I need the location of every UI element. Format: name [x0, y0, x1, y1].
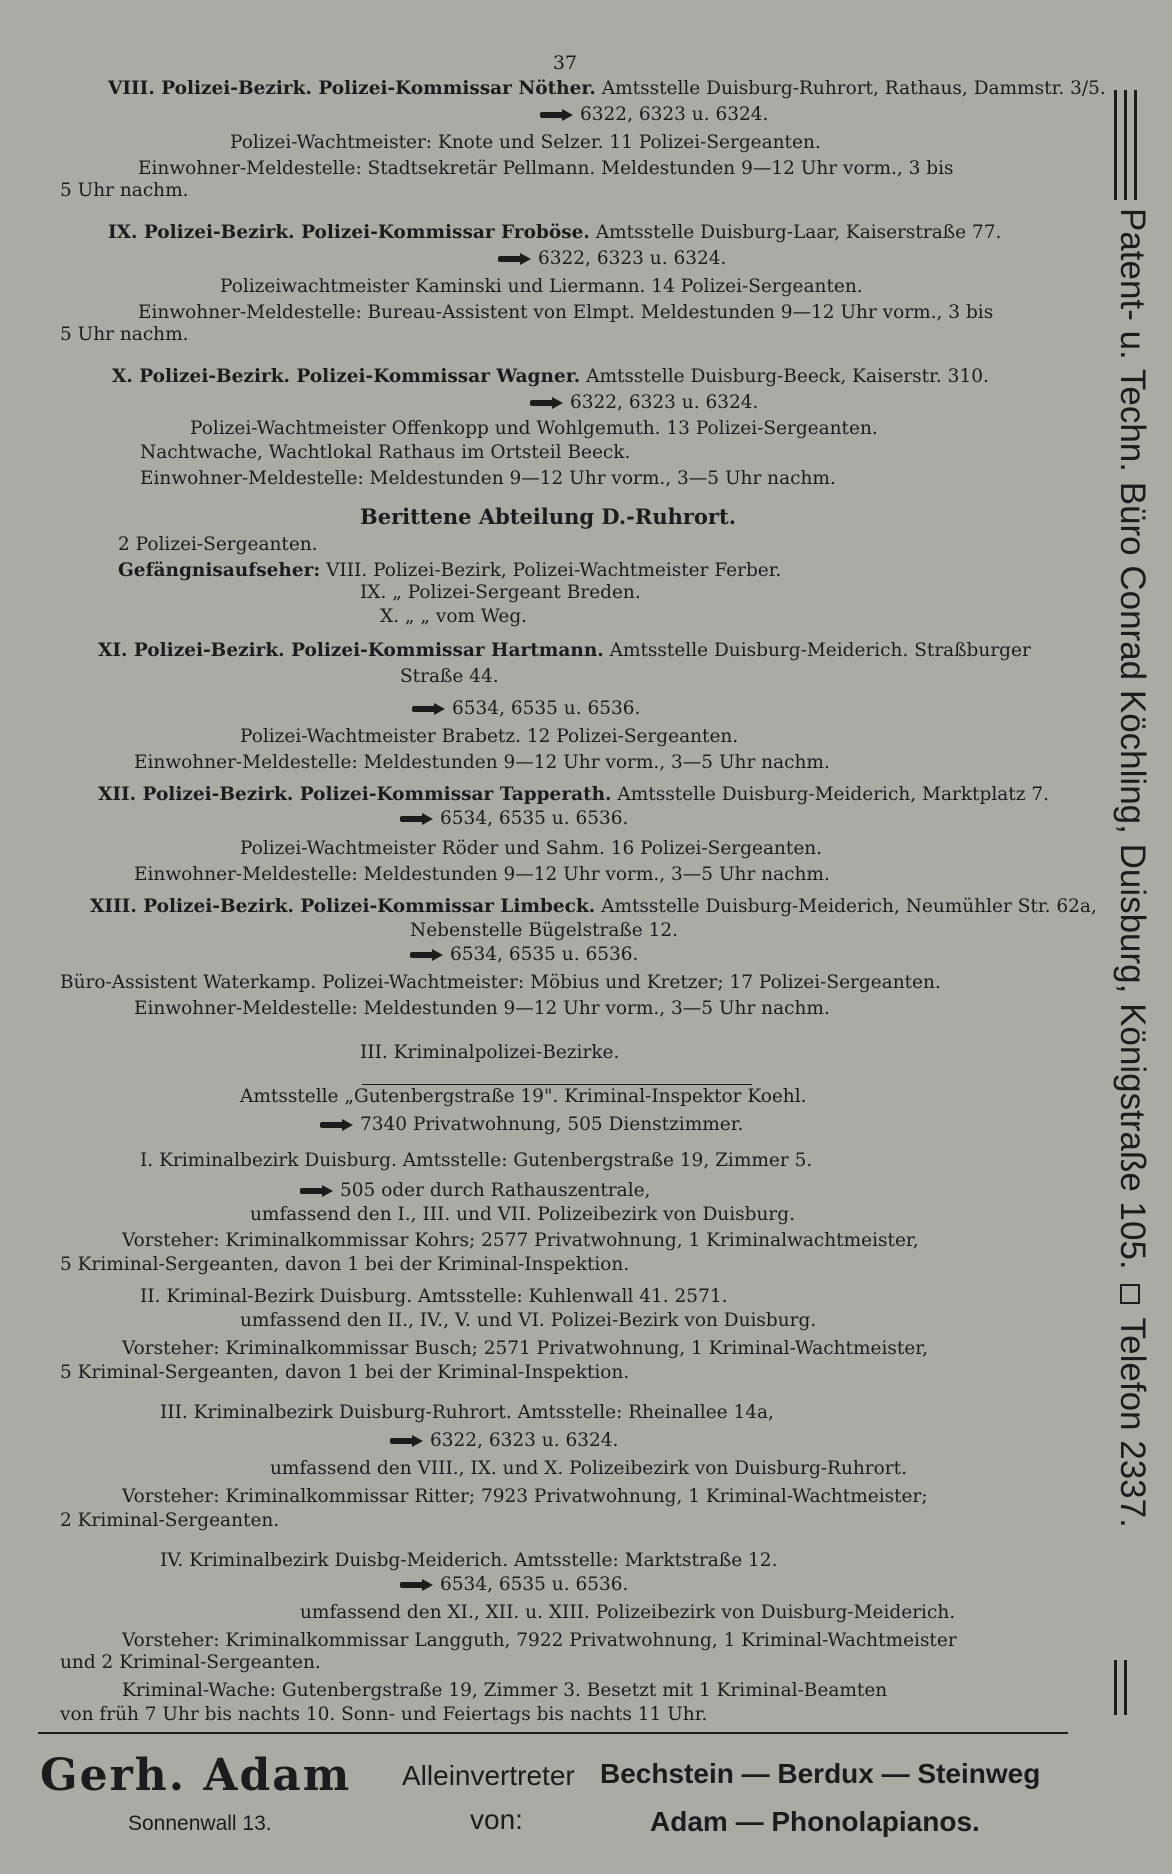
text-line	[360, 1042, 1065, 1064]
text-line	[134, 998, 1065, 1020]
text-line	[230, 132, 1065, 154]
line-text: Vorsteher: Kriminalkommissar Ritter; 7923 Privatwohnung, 1 Kriminal-Wachtmeister;	[122, 1486, 928, 1507]
text-line	[240, 726, 1065, 748]
line-text	[108, 222, 1001, 243]
line-text: 6534, 6535 u. 6536.	[450, 944, 639, 965]
telephone-icon	[410, 949, 444, 961]
line-text: Einwohner-Meldestelle: Meldestunden 9—12 Uhr vorm., 3—5 Uhr nachm.	[134, 864, 830, 885]
line-text	[98, 784, 1049, 805]
text-line	[122, 1630, 1065, 1652]
footer-address: Sonnenwall 13.	[128, 1812, 272, 1835]
text-line	[410, 944, 1065, 966]
line-text: 505 oder durch Rathauszentrale,	[340, 1180, 651, 1201]
bold-heading: XIII. Polizei-Bezirk. Polizei-Kommissar Limbeck.	[90, 896, 596, 917]
line-text: Einwohner-Meldestelle: Stadtsekretär Pellmann. Meldestunden 9—12 Uhr vorm., 3 bis	[138, 158, 954, 179]
line-rest: VIII. Polizei-Bezirk, Polizei-Wachtmeister Ferber.	[320, 560, 782, 581]
line-text: 6322, 6323 u. 6324.	[430, 1430, 619, 1451]
line-text: I. Kriminalbezirk Duisburg. Amtsstelle: Gutenbergstraße 19, Zimmer 5.	[140, 1150, 813, 1171]
text-line	[270, 1458, 1065, 1480]
text-line	[60, 324, 1065, 346]
line-text: umfassend den I., III. und VII. Polizeibezirk von Duisburg.	[250, 1204, 795, 1225]
text-line	[300, 1602, 1065, 1624]
text-line	[134, 752, 1065, 774]
telephone-icon	[540, 109, 574, 121]
text-line	[140, 468, 1065, 490]
telephone-icon	[498, 253, 532, 265]
text-line	[60, 1510, 1065, 1532]
line-text	[112, 366, 989, 387]
text-line	[360, 582, 1065, 604]
text-line	[360, 506, 1065, 528]
line-text: und 2 Kriminal-Sergeanten.	[60, 1652, 321, 1673]
line-text: 2 Polizei-Sergeanten.	[118, 534, 318, 555]
text-line	[412, 698, 1065, 720]
line-text: 6322, 6323 u. 6324.	[538, 248, 727, 269]
text-line	[390, 1430, 1065, 1452]
line-text	[98, 640, 1031, 661]
telephone-icon	[530, 397, 564, 409]
bold-heading: IX. Polizei-Bezirk. Polizei-Kommissar Froböse.	[108, 222, 590, 243]
telephone-icon	[400, 1579, 434, 1591]
text-line	[60, 1652, 1065, 1674]
text-line	[140, 442, 1065, 464]
line-text: III. Kriminalpolizei-Bezirke.	[360, 1042, 620, 1063]
line-text: 5 Kriminal-Sergeanten, davon 1 bei der Kriminal-Inspektion.	[60, 1362, 630, 1383]
line-text: umfassend den XI., XII. u. XIII. Polizeibezirk von Duisburg-Meiderich.	[300, 1602, 956, 1623]
line-text	[90, 896, 1097, 917]
line-text: von früh 7 Uhr bis nachts 10. Sonn- und Feiertags bis nachts 11 Uhr.	[60, 1704, 708, 1725]
line-text: III. Kriminalbezirk Duisburg-Ruhrort. Amtsstelle: Rheinallee 14a,	[160, 1402, 774, 1423]
line-text: Einwohner-Meldestelle: Meldestunden 9—12 Uhr vorm., 3—5 Uhr nachm.	[134, 998, 830, 1019]
footer-brands-line2: Adam — Phonolapianos.	[650, 1806, 980, 1837]
text-line	[220, 276, 1065, 298]
text-line	[122, 1230, 1065, 1252]
line-text: umfassend den II., IV., V. und VI. Polizei-Bezirk von Duisburg.	[240, 1310, 817, 1331]
side-banner-text	[1106, 208, 1158, 1738]
telephone-icon	[300, 1185, 334, 1197]
line-text	[108, 78, 1106, 99]
text-line	[118, 534, 1065, 556]
line-text: II. Kriminal-Bezirk Duisburg. Amtsstelle: Kuhlenwall 41. 2571.	[140, 1286, 728, 1307]
line-text: umfassend den VIII., IX. und X. Polizeibezirk von Duisburg-Ruhrort.	[270, 1458, 907, 1479]
text-line	[138, 158, 1065, 180]
footer-brands-line1: Bechstein — Berdux — Steinweg	[600, 1758, 1041, 1789]
line-text: Polizei-Wachtmeister Brabetz. 12 Polizei-Sergeanten.	[240, 726, 739, 747]
text-line	[90, 896, 1097, 918]
text-line	[60, 1362, 1065, 1384]
page-number: 37	[552, 52, 578, 74]
line-text: Straße 44.	[400, 666, 499, 687]
line-text: Vorsteher: Kriminalkommissar Busch; 2571 Privatwohnung, 1 Kriminal-Wachtmeister,	[122, 1338, 928, 1359]
line-text: Einwohner-Meldestelle: Meldestunden 9—12 Uhr vorm., 3—5 Uhr nachm.	[134, 752, 830, 773]
bold-heading: VIII. Polizei-Bezirk. Polizei-Kommissar Nöther.	[108, 78, 596, 99]
telephone-icon	[412, 703, 446, 715]
text-line	[108, 222, 1065, 244]
text-line	[122, 1680, 1065, 1702]
line-text: 5 Uhr nachm.	[60, 180, 189, 201]
line-text: 6534, 6535 u. 6536.	[440, 1574, 629, 1595]
bold-heading: X. Polizei-Bezirk. Polizei-Kommissar Wagner.	[112, 366, 581, 387]
line-text: Einwohner-Meldestelle: Bureau-Assistent von Elmpt. Meldestunden 9—12 Uhr vorm., 3 bis	[138, 302, 994, 323]
line-text: Polizei-Wachtmeister: Knote und Selzer. 11 Polizei-Sergeanten.	[230, 132, 821, 153]
telephone-icon	[400, 813, 434, 825]
line-rest: Amtsstelle Duisburg-Meiderich, Neumühler Str. 62a,	[595, 896, 1097, 917]
text-line	[540, 104, 1065, 126]
line-text: Einwohner-Meldestelle: Meldestunden 9—12 Uhr vorm., 3—5 Uhr nachm.	[140, 468, 836, 489]
line-text: IX. „ Polizei-Sergeant Breden.	[360, 582, 641, 603]
side-banner-company: Patent- u. Techn. Büro Conrad Köchling, Duisburg, Königstraße 105.	[1113, 208, 1152, 1270]
line-text: Vorsteher: Kriminalkommissar Langguth, 7922 Privatwohnung, 1 Kriminal-Wachtmeister	[122, 1630, 957, 1651]
line-text: 5 Kriminal-Sergeanten, davon 1 bei der Kriminal-Inspektion.	[60, 1254, 630, 1275]
text-line	[530, 392, 1065, 414]
text-line	[108, 78, 1106, 100]
bold-heading: Gefängnisaufseher:	[118, 560, 321, 581]
text-line	[122, 1338, 1065, 1360]
bold-heading: XII. Polizei-Bezirk. Polizei-Kommissar Tapperath.	[98, 784, 612, 805]
side-banner	[1088, 90, 1168, 1710]
line-text	[118, 560, 781, 581]
line-text: X. „ „ vom Weg.	[380, 606, 528, 627]
square-icon	[1120, 1284, 1140, 1304]
line-text: 6322, 6323 u. 6324.	[570, 392, 759, 413]
text-line	[498, 248, 1065, 270]
text-line	[60, 1254, 1065, 1276]
text-line	[98, 784, 1065, 806]
line-text: Polizei-Wachtmeister Röder und Sahm. 16 Polizei-Sergeanten.	[240, 838, 823, 859]
text-line	[400, 808, 1065, 830]
text-line	[300, 1180, 1065, 1202]
line-text: 6322, 6323 u. 6324.	[580, 104, 769, 125]
line-text: Polizeiwachtmeister Kaminski und Liermann. 14 Polizei-Sergeanten.	[220, 276, 863, 297]
line-text: Amtsstelle „Gutenbergstraße 19". Kriminal-Inspektor Koehl.	[240, 1086, 807, 1107]
side-banner-phone: Telefon 2337.	[1113, 1317, 1152, 1528]
text-line	[60, 180, 1065, 202]
line-text: Berittene Abteilung D.-Ruhrort.	[360, 504, 737, 529]
footer-vertreter: Alleinvertreter	[402, 1760, 575, 1791]
text-line	[122, 1486, 1065, 1508]
text-line	[400, 1574, 1065, 1596]
line-text: Vorsteher: Kriminalkommissar Kohrs; 2577 Privatwohnung, 1 Kriminalwachtmeister,	[122, 1230, 919, 1251]
text-line	[240, 838, 1065, 860]
line-rest: Amtsstelle Duisburg-Meiderich, Marktplatz 7.	[611, 784, 1049, 805]
text-line	[138, 302, 1065, 324]
text-line	[118, 560, 1065, 582]
line-rest: Amtsstelle Duisburg-Laar, Kaiserstraße 77.	[589, 222, 1002, 243]
text-line	[190, 418, 1065, 440]
text-line	[320, 1114, 1065, 1136]
line-text: 6534, 6535 u. 6536.	[440, 808, 629, 829]
line-rest: Amtsstelle Duisburg-Beeck, Kaiserstr. 310.	[580, 366, 989, 387]
line-text: 2 Kriminal-Sergeanten.	[60, 1510, 280, 1531]
line-text: 6534, 6535 u. 6536.	[452, 698, 641, 719]
telephone-icon	[390, 1435, 424, 1447]
text-line	[400, 666, 1065, 688]
line-text: Kriminal-Wache: Gutenbergstraße 19, Zimmer 3. Besetzt mit 1 Kriminal-Beamten	[122, 1680, 888, 1701]
text-line	[250, 1204, 1065, 1226]
section-underline	[362, 1084, 752, 1085]
text-line	[380, 606, 1065, 628]
line-text: Nebenstelle Bügelstraße 12.	[410, 920, 679, 941]
line-text: 7340 Privatwohnung, 505 Dienstzimmer.	[360, 1114, 744, 1135]
text-line	[240, 1310, 1065, 1332]
footer-name: Gerh. Adam	[40, 1750, 352, 1801]
line-text: 5 Uhr nachm.	[60, 324, 189, 345]
text-line	[60, 972, 1065, 994]
text-line	[60, 1704, 1065, 1726]
text-line	[240, 1086, 1065, 1108]
telephone-icon	[320, 1119, 354, 1131]
line-text: Polizei-Wachtmeister Offenkopp und Wohlgemuth. 13 Polizei-Sergeanten.	[190, 418, 878, 439]
text-line	[160, 1550, 1065, 1572]
footer-rule	[38, 1732, 1068, 1734]
line-rest: Amtsstelle Duisburg-Meiderich. Straßburger	[603, 640, 1031, 661]
text-line	[410, 920, 1065, 942]
bold-heading: XI. Polizei-Bezirk. Polizei-Kommissar Hartmann.	[98, 640, 604, 661]
line-text: Nachtwache, Wachtlokal Rathaus im Ortsteil Beeck.	[140, 442, 631, 463]
text-line	[112, 366, 1065, 388]
text-line	[140, 1286, 1065, 1308]
footer-advertisement	[0, 1746, 1172, 1874]
text-line	[160, 1402, 1065, 1424]
text-line	[98, 640, 1065, 662]
line-rest: Amtsstelle Duisburg-Ruhrort, Rathaus, Dammstr. 3/5.	[595, 78, 1106, 99]
text-line	[140, 1150, 1065, 1172]
line-text: IV. Kriminalbezirk Duisbg-Meiderich. Amtsstelle: Marktstraße 12.	[160, 1550, 778, 1571]
line-text: Büro-Assistent Waterkamp. Polizei-Wachtmeister: Möbius und Kretzer; 17 Polizei-Sergeanten.	[60, 972, 941, 993]
text-line	[134, 864, 1065, 886]
footer-von: von:	[470, 1804, 523, 1835]
